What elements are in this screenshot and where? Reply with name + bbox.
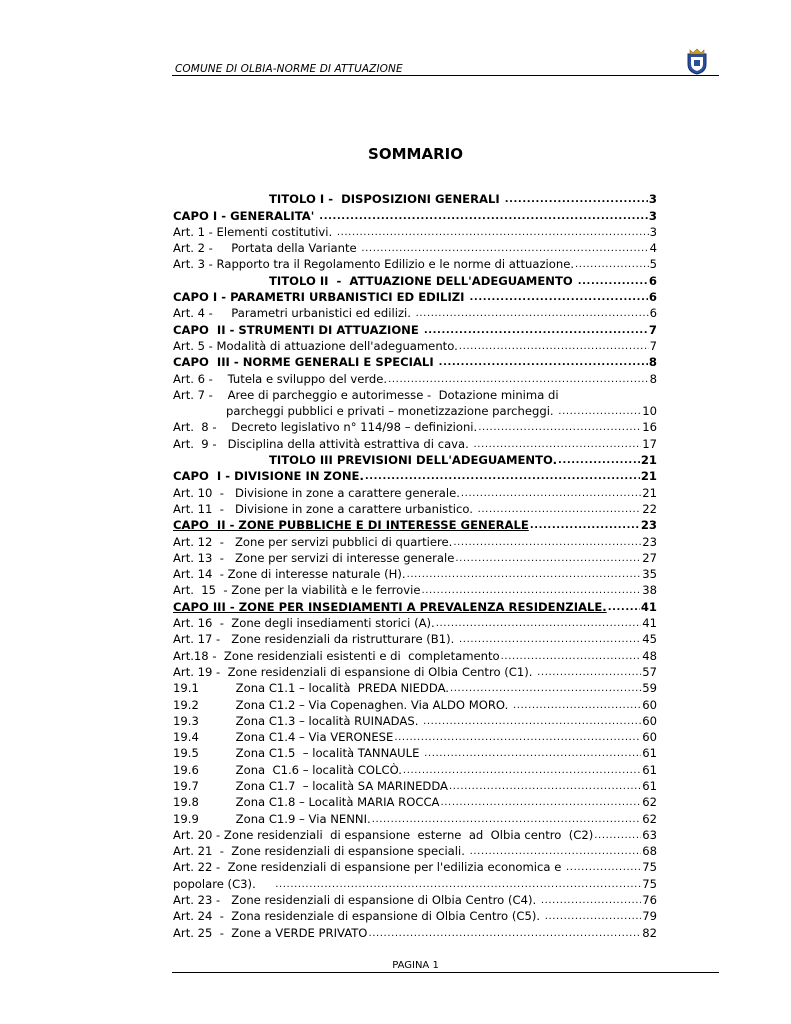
toc-entry-text: Art. 16 - Zone degli insediamenti storici (A). bbox=[173, 616, 435, 631]
toc-leader-dots bbox=[416, 307, 649, 320]
toc-page-number: 6 bbox=[649, 306, 657, 321]
toc-page-number: 21 bbox=[642, 485, 657, 500]
toc-leader-dots bbox=[545, 910, 642, 923]
toc-page-number: 68 bbox=[642, 844, 657, 859]
toc-leader-dots bbox=[470, 291, 648, 304]
toc-leader-dots bbox=[421, 584, 641, 597]
toc-page-number: 60 bbox=[642, 730, 657, 745]
toc-leader-dots bbox=[501, 650, 642, 663]
toc-page-number: 61 bbox=[642, 746, 657, 761]
toc-entry[interactable] bbox=[173, 549, 657, 565]
toc-page-number: 62 bbox=[642, 811, 657, 826]
toc-leader-dots bbox=[530, 519, 640, 532]
toc-entry-text: Art. 1 - Elementi costitutivi. bbox=[173, 224, 336, 239]
toc-leader-dots bbox=[459, 633, 641, 646]
toc-entry-text: Art. 12 - Zone per servizi pubblici di quartiere. bbox=[173, 534, 453, 549]
toc-entry-text: Art. 6 - Tutela e sviluppo del verde. bbox=[173, 371, 388, 386]
toc-entry-text: 19.7 Zona C1.7 – località SA MARINEDDA bbox=[173, 778, 448, 793]
toc-leader-dots bbox=[505, 193, 648, 206]
toc-leader-dots bbox=[394, 731, 641, 744]
toc-entry[interactable] bbox=[173, 679, 657, 695]
toc-page-number: 59 bbox=[642, 681, 657, 696]
toc-entry[interactable] bbox=[173, 809, 657, 825]
toc-page-number: 7 bbox=[649, 338, 657, 353]
toc-leader-dots bbox=[474, 438, 642, 451]
toc-entry[interactable] bbox=[173, 190, 657, 206]
toc-entry[interactable] bbox=[173, 353, 657, 369]
toc-page-number: 27 bbox=[642, 550, 657, 565]
toc-leader-dots bbox=[537, 666, 641, 679]
toc-page-number: 16 bbox=[642, 420, 657, 435]
toc-leader-dots bbox=[424, 324, 648, 337]
toc-entry-text: Art. 20 - Zone residenziali di espansione esterne ad Olbia centro (C2) bbox=[173, 827, 594, 842]
toc-page-number: 7 bbox=[648, 322, 657, 337]
toc-page-number: 3 bbox=[648, 192, 657, 207]
toc-page-number: 23 bbox=[642, 534, 657, 549]
toc-leader-dots bbox=[450, 682, 641, 695]
toc-page-number: 76 bbox=[642, 893, 657, 908]
toc-entry[interactable] bbox=[173, 581, 657, 597]
toc-leader-dots bbox=[578, 275, 648, 288]
toc-entry[interactable] bbox=[173, 255, 657, 271]
toc-entry-text: Art. 15 - Zone per la viabilità e le ferrovie bbox=[173, 583, 421, 598]
toc-entry-text: Art. 7 - Aree di parcheggio e autorimesse - Dotazione minima di bbox=[173, 387, 559, 402]
toc-entry-text: TITOLO II - ATTUAZIONE DELL'ADEGUAMENTO bbox=[269, 273, 577, 288]
municipal-crest-icon bbox=[682, 46, 712, 76]
toc-page-number: 8 bbox=[649, 371, 657, 386]
toc-leader-dots bbox=[403, 764, 641, 777]
toc-entry[interactable] bbox=[173, 500, 657, 516]
toc-page-number: 41 bbox=[640, 599, 657, 614]
toc-entry-text: Art. 17 - Zone residenziali da ristrutturare (B1). bbox=[173, 632, 459, 647]
toc-entry-text: CAPO I - GENERALITA' bbox=[173, 208, 319, 223]
toc-page-number: 22 bbox=[642, 501, 657, 516]
toc-leader-dots bbox=[275, 878, 641, 891]
toc-entry[interactable] bbox=[173, 630, 657, 646]
toc-entry[interactable] bbox=[173, 402, 657, 418]
toc-leader-dots bbox=[439, 356, 648, 369]
toc-page-number: 35 bbox=[642, 567, 657, 582]
toc-entry[interactable] bbox=[173, 516, 657, 532]
toc-entry-text: CAPO I - DIVISIONE IN ZONE. bbox=[173, 469, 364, 484]
toc-entry-text: Art. 4 - Parametri urbanistici ed edilizi. bbox=[173, 306, 415, 321]
toc-entry[interactable] bbox=[173, 923, 657, 939]
toc-page-number: 60 bbox=[642, 697, 657, 712]
toc-entry[interactable] bbox=[173, 826, 657, 842]
toc-entry-text: 19.4 Zona C1.4 – Via VERONESE bbox=[173, 730, 394, 745]
toc-entry-text: Art. 5 - Modalità di attuazione dell'adeguamento. bbox=[173, 338, 458, 353]
toc-entry-text: Art. 8 - Decreto legislativo n° 114/98 – definizioni. bbox=[173, 420, 478, 435]
toc-entry-text: Art. 10 - Divisione in zone a carattere generale. bbox=[173, 485, 460, 500]
toc-entry[interactable] bbox=[173, 467, 657, 483]
toc-entry-text: TITOLO I - DISPOSIZIONI GENERALI bbox=[269, 192, 504, 207]
toc-entry[interactable] bbox=[173, 793, 657, 809]
page-title: SOMMARIO bbox=[368, 145, 463, 163]
toc-entry-text: Art. 19 - Zone residenziali di espansione di Olbia Centro (C1). bbox=[173, 664, 537, 679]
toc-leader-dots bbox=[319, 210, 648, 223]
toc-entry[interactable] bbox=[173, 288, 657, 304]
toc-entry-text: 19.5 Zona C1.5 – località TANNAULE bbox=[173, 746, 424, 761]
toc-page-number: 8 bbox=[648, 355, 657, 370]
toc-leader-dots bbox=[436, 617, 641, 630]
toc-entry[interactable] bbox=[173, 239, 657, 255]
toc-leader-dots bbox=[461, 487, 641, 500]
toc-leader-dots bbox=[388, 373, 649, 386]
toc-entry-text: popolare (C3). bbox=[173, 876, 275, 891]
toc-page-number: 6 bbox=[648, 273, 657, 288]
toc-entry[interactable] bbox=[173, 337, 657, 353]
toc-leader-dots bbox=[368, 927, 641, 940]
toc-leader-dots bbox=[558, 405, 641, 418]
toc-entry-text: parcheggi pubblici e privati – monetizzazione parcheggi. bbox=[226, 404, 558, 419]
toc-leader-dots bbox=[558, 454, 640, 467]
toc-entry[interactable] bbox=[173, 842, 657, 858]
toc-page-number: 62 bbox=[642, 795, 657, 810]
toc-entry[interactable] bbox=[173, 597, 657, 613]
table-of-contents bbox=[173, 190, 657, 940]
toc-entry-text: TITOLO III PREVISIONI DELL'ADEGUAMENTO. bbox=[269, 453, 558, 468]
toc-entry[interactable] bbox=[173, 483, 657, 499]
toc-entry-text: Art. 22 - Zone residenziali di espansione per l'edilizia economica e bbox=[173, 860, 566, 875]
header-rule bbox=[172, 75, 719, 76]
toc-entry[interactable] bbox=[173, 744, 657, 760]
toc-leader-dots bbox=[423, 715, 641, 728]
toc-entry[interactable] bbox=[173, 646, 657, 662]
toc-entry[interactable] bbox=[173, 320, 657, 336]
toc-leader-dots bbox=[470, 845, 642, 858]
toc-entry-text: Art. 2 - Portata della Variante bbox=[173, 241, 361, 256]
toc-page-number: 3 bbox=[648, 208, 657, 223]
toc-leader-dots bbox=[453, 536, 641, 549]
toc-entry-text: Art. 3 - Rapporto tra il Regolamento Edilizio e le norme di attuazione. bbox=[173, 257, 575, 272]
toc-entry[interactable] bbox=[173, 434, 657, 450]
toc-entry[interactable] bbox=[173, 695, 657, 711]
toc-entry[interactable] bbox=[173, 728, 657, 744]
toc-leader-dots bbox=[372, 813, 642, 826]
toc-entry[interactable] bbox=[173, 712, 657, 728]
toc-entry-text: Art. 14 - Zone di interesse naturale (H). bbox=[173, 567, 406, 582]
toc-entry[interactable] bbox=[173, 386, 657, 402]
toc-entry[interactable] bbox=[173, 223, 657, 239]
toc-entry-text: 19.3 Zona C1.3 – località RUINADAS. bbox=[173, 713, 423, 728]
toc-entry[interactable] bbox=[173, 206, 657, 222]
toc-page-number: 38 bbox=[642, 583, 657, 598]
toc-entry[interactable] bbox=[173, 907, 657, 923]
toc-entry[interactable] bbox=[173, 891, 657, 907]
toc-page-number: 23 bbox=[640, 518, 657, 533]
toc-leader-dots bbox=[478, 503, 642, 516]
footer-page-label: PAGINA 1 bbox=[392, 960, 439, 971]
toc-entry-text: CAPO III - NORME GENERALI E SPECIALI bbox=[173, 355, 438, 370]
toc-entry[interactable] bbox=[173, 777, 657, 793]
toc-entry[interactable] bbox=[173, 271, 657, 287]
toc-page-number: 60 bbox=[642, 713, 657, 728]
toc-leader-dots bbox=[608, 601, 640, 614]
toc-page-number: 45 bbox=[642, 632, 657, 647]
toc-entry-text: CAPO II - STRUMENTI DI ATTUAZIONE bbox=[173, 322, 423, 337]
toc-entry-text: Art. 21 - Zone residenziali di espansione speciali. bbox=[173, 844, 469, 859]
toc-page-number: 6 bbox=[648, 290, 657, 305]
toc-entry[interactable] bbox=[173, 418, 657, 434]
toc-leader-dots bbox=[365, 470, 640, 483]
toc-leader-dots bbox=[449, 780, 641, 793]
footer-rule bbox=[172, 972, 719, 973]
toc-entry[interactable] bbox=[173, 369, 657, 385]
toc-leader-dots bbox=[575, 258, 649, 271]
toc-entry[interactable] bbox=[173, 614, 657, 630]
toc-entry-text: Art. 23 - Zone residenziali di espansione di Olbia Centro (C4). bbox=[173, 893, 540, 908]
toc-entry-text: Art. 13 - Zone per servizi di interesse generale bbox=[173, 550, 455, 565]
toc-page-number: 61 bbox=[642, 778, 657, 793]
toc-page-number: 75 bbox=[642, 860, 657, 875]
toc-page-number: 21 bbox=[640, 469, 657, 484]
toc-leader-dots bbox=[541, 894, 641, 907]
toc-leader-dots bbox=[361, 242, 648, 255]
toc-entry[interactable] bbox=[173, 858, 657, 874]
toc-page-number: 75 bbox=[642, 876, 657, 891]
toc-page-number: 4 bbox=[649, 241, 657, 256]
toc-entry-text: 19.2 Zona C1.2 – Via Copenaghen. Via ALDO MORO. bbox=[173, 697, 512, 712]
toc-leader-dots bbox=[566, 861, 641, 874]
toc-leader-dots bbox=[407, 568, 642, 581]
toc-page-number: 3 bbox=[649, 224, 657, 239]
toc-leader-dots bbox=[459, 340, 649, 353]
toc-page-number: 57 bbox=[642, 664, 657, 679]
toc-entry-text: Art. 11 - Divisione in zone a carattere urbanistico. bbox=[173, 501, 477, 516]
header-title: COMUNE DI OLBIA-NORME DI ATTUAZIONE bbox=[175, 63, 403, 75]
toc-leader-dots bbox=[424, 747, 641, 760]
toc-entry-text: 19.9 Zona C1.9 – Via NENNI. bbox=[173, 811, 371, 826]
toc-entry[interactable] bbox=[173, 451, 657, 467]
toc-page-number: 79 bbox=[642, 909, 657, 924]
toc-entry-text: 19.1 Zona C1.1 – località PREDA NIEDDA. bbox=[173, 681, 449, 696]
toc-entry[interactable] bbox=[173, 874, 657, 890]
toc-entry[interactable] bbox=[173, 532, 657, 548]
toc-leader-dots bbox=[594, 829, 641, 842]
toc-entry-text: 19.8 Zona C1.8 – Località MARIA ROCCA bbox=[173, 795, 440, 810]
toc-entry-text: CAPO III - ZONE PER INSEDIAMENTI A PREVALENZA RESIDENZIALE. bbox=[173, 599, 607, 614]
toc-entry[interactable] bbox=[173, 760, 657, 776]
toc-leader-dots bbox=[478, 421, 641, 434]
toc-page-number: 21 bbox=[640, 453, 657, 468]
toc-entry-text: Art. 9 - Disciplina della attività estrattiva di cava. bbox=[173, 436, 473, 451]
toc-leader-dots bbox=[440, 796, 641, 809]
toc-leader-dots bbox=[455, 552, 641, 565]
toc-leader-dots bbox=[513, 699, 641, 712]
toc-page-number: 63 bbox=[642, 827, 657, 842]
toc-page-number: 10 bbox=[642, 404, 657, 419]
toc-entry-text: 19.6 Zona C1.6 – località COLCÒ. bbox=[173, 762, 402, 777]
toc-entry[interactable] bbox=[173, 304, 657, 320]
toc-page-number: 82 bbox=[642, 925, 657, 940]
toc-page-number: 41 bbox=[642, 616, 657, 631]
toc-entry[interactable] bbox=[173, 663, 657, 679]
toc-page-number: 61 bbox=[642, 762, 657, 777]
toc-page-number: 48 bbox=[642, 648, 657, 663]
toc-page-number: 5 bbox=[649, 257, 657, 272]
toc-page-number: 17 bbox=[642, 436, 657, 451]
toc-entry-text: Art. 24 - Zona residenziale di espansione di Olbia Centro (C5). bbox=[173, 909, 544, 924]
toc-entry-text: CAPO I - PARAMETRI URBANISTICI ED EDILIZI bbox=[173, 290, 469, 305]
toc-entry-text: Art. 25 - Zone a VERDE PRIVATO bbox=[173, 925, 368, 940]
toc-leader-dots bbox=[337, 226, 649, 239]
toc-entry-text: Art.18 - Zone residenziali esistenti e di completamento bbox=[173, 648, 500, 663]
toc-entry-text: CAPO II - ZONE PUBBLICHE E DI INTERESSE GENERALE bbox=[173, 518, 529, 533]
toc-entry[interactable] bbox=[173, 565, 657, 581]
